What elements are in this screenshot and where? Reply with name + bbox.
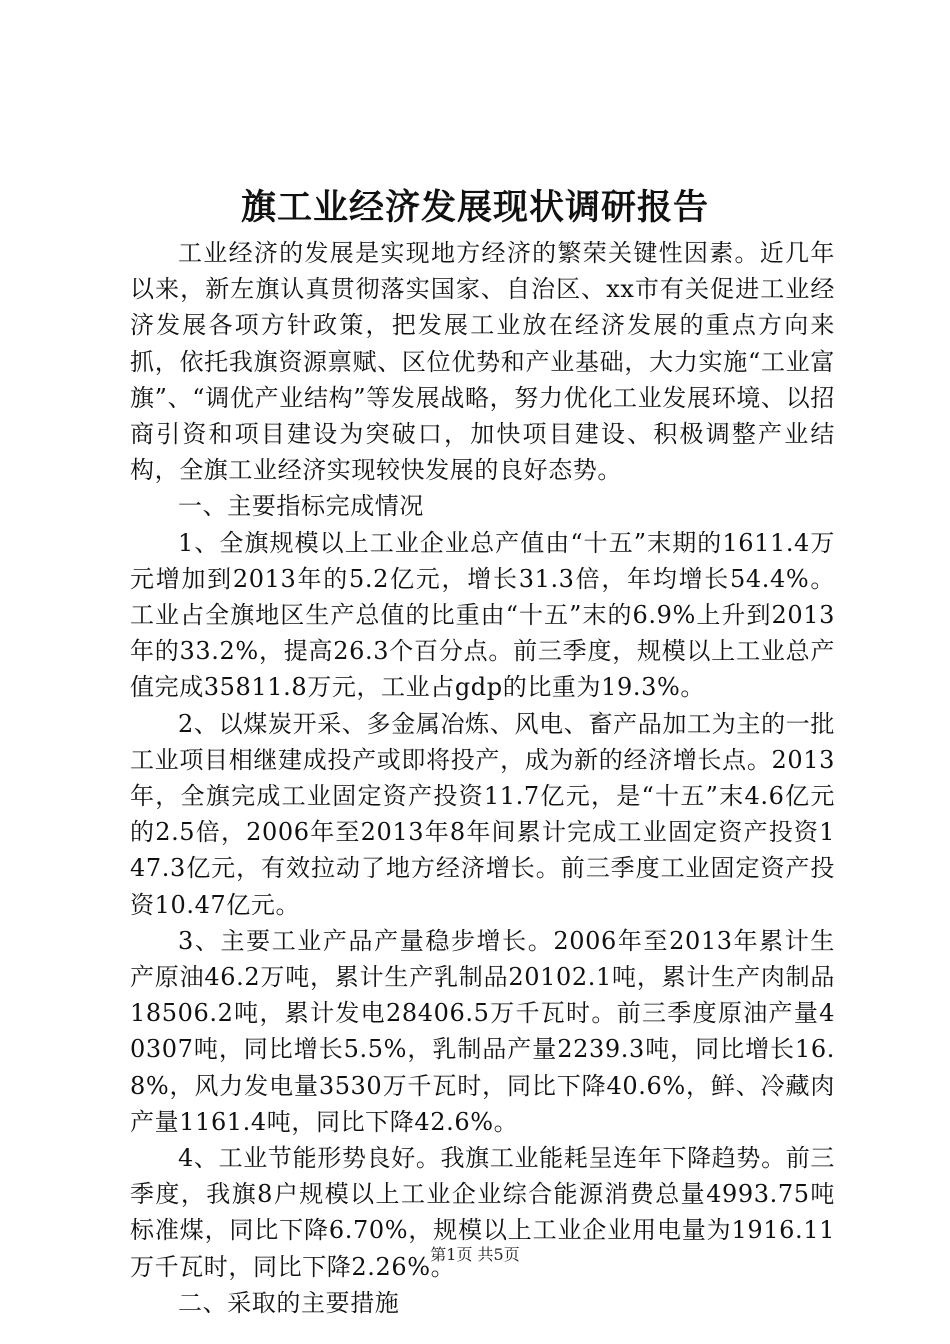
intro-paragraph: 工业经济的发展是实现地方经济的繁荣关键性因素。近几年以来，新左旗认真贯彻落实国家、自治区、xx市有关促进工业经济发展各项方针政策，把发展工业放在经济发展的重点方向来抓，依托我旗资源禀赋、区位优势和产业基础，大力实施“工业富旗”、“调优产业结构”等发展战略，努力优化工业发展环境、以招商引资和项目建设为突破口，加快项目建设、积极调整产业结构，全旗工业经济实现较快发展的良好态势。: [130, 239, 835, 485]
document-title: 旗工业经济发展现状调研报告: [240, 187, 709, 228]
indicator-paragraph-4: 4、工业节能形势良好。我旗工业能耗呈连年下降趋势。前三季度，我旗8户规模以上工业企业综合能源消费总量4993.75吨标准煤，同比下降6.70%，规模以上工业企业用电量为1916.11万千瓦时，同比下降2.26%。: [130, 1144, 835, 1281]
section-heading-1: 一、主要指标完成情况: [178, 492, 424, 521]
page-number-footer: 第1页 共5页: [430, 1245, 520, 1264]
document-body: [130, 235, 835, 1321]
indicator-paragraph-1: 1、全旗规模以上工业企业总产值由“十五”末期的1611.4万元增加到2013年的5.2亿元，增长31.3倍，年均增长54.4%。工业占全旗地区生产总值的比重由“十五”末的6.9%上升到2013年的33.2%，提高26.3个百分点。前三季度，规模以上工业总产值完成35811.8万元，工业占gdp的比重为19.3%。: [130, 528, 835, 702]
indicator-paragraph-2: 2、以煤炭开采、多金属冶炼、风电、畜产品加工为主的一批工业项目相继建成投产或即将投产，成为新的经济增长点。2013年，全旗完成工业固定资产投资11.7亿元，是“十五”末4.6亿元的2.5倍，2006年至2013年8年间累计完成工业固定资产投资147.3亿元，有效拉动了地方经济增长。前三季度工业固定资产投资10.47亿元。: [130, 709, 835, 919]
section-heading-2: 二、采取的主要措施: [178, 1288, 400, 1317]
indicator-paragraph-3: 3、主要工业产品产量稳步增长。2006年至2013年累计生产原油46.2万吨，累计生产乳制品20102.1吨，累计生产肉制品18506.2吨，累计发电28406.5万千瓦时。前三季度原油产量40307吨，同比增长5.5%，乳制品产量2239.3吨，同比增长16.8%，风力发电量3530万千瓦时，同比下降40.6%，鲜、冷藏肉产量1161.4吨，同比下降42.6%。: [130, 926, 835, 1136]
